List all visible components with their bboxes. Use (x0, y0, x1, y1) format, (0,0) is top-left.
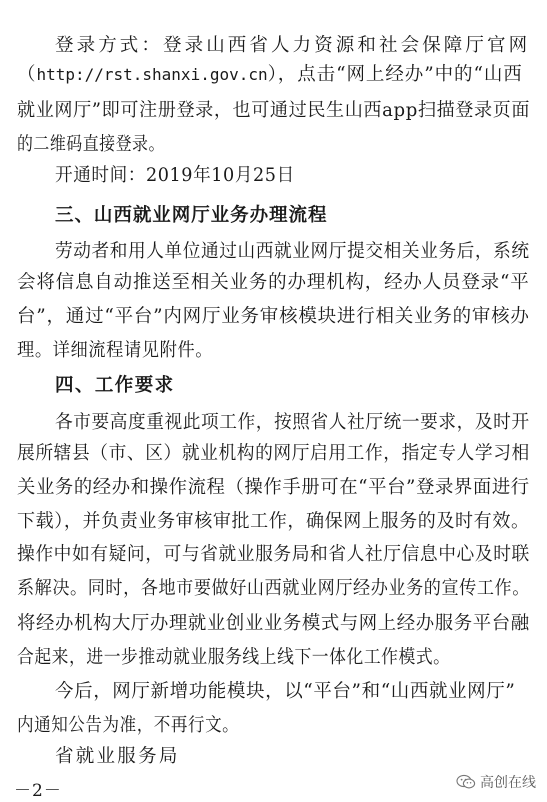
text-segment: 劳动者和用人单位通过山西就业网厅提交相关业务后，系统 (55, 241, 530, 262)
text-segment: 操作中如有疑问，可与省就业服务局和省人社厅信息中心及时联 (17, 544, 530, 565)
text-line (17, 339, 213, 363)
text-line (55, 34, 530, 58)
text-segment: 的二维码直接登录。 (17, 134, 165, 155)
watermark (456, 772, 536, 792)
text-line (17, 714, 239, 738)
text-segment: 系解决。同时，各地市要做好山西就业网厅经办业务的宣传工作。 (17, 578, 530, 599)
text-segment: 登录方式：登录山西省人力资源和社会保障厅官网 (55, 35, 531, 56)
text-line (17, 63, 523, 87)
text-line (17, 543, 530, 567)
text-segment: 理。详细流程请见附件。 (17, 340, 214, 361)
text-line (55, 164, 295, 188)
section-heading (55, 374, 175, 398)
text-segment: 今后，网厅新增功能模块，以“平台”和“山西就业网厅” (55, 681, 516, 702)
section-heading (55, 204, 327, 228)
text-segment: 会将信息自动推送至相关业务的办理机构，经办人员登录“平 (17, 272, 530, 293)
text-line (17, 577, 530, 601)
text-segment: 合起来，进一步推动就业服务线上线下一体化工作模式。 (17, 647, 451, 668)
url-text: http://rst.shanxi.gov.cn (36, 65, 268, 84)
text-segment: 三、山西就业网厅业务办理流程 (55, 205, 328, 226)
text-segment: 就业网厅”即可注册登录，也可通过民生山西app扫描登录页面 (17, 100, 531, 121)
text-line (55, 745, 180, 769)
text-line (17, 476, 530, 500)
text-segment: 下载），并负责业务审核审批工作，确保网上服务的及时有效。 (17, 511, 530, 532)
text-line (17, 612, 530, 636)
text-line (17, 305, 530, 329)
text-line (55, 240, 530, 264)
text-line (17, 646, 451, 670)
text-segment: 省就业服务局 (55, 746, 180, 767)
text-line (17, 133, 165, 157)
text-segment: 四、工作要求 (55, 375, 175, 396)
watermark-text: 高创在线 (480, 775, 536, 791)
text-line (17, 271, 530, 295)
text-segment: 内通知公告为准，不再行文。 (17, 715, 240, 736)
text-segment: 展所辖县（市、区）就业机构的网厅启用工作，指定专人学习相 (17, 443, 530, 464)
text-line (17, 510, 530, 534)
text-segment: 台”，通过“平台”内网厅业务审核模块进行相关业务的审核办 (17, 306, 530, 327)
text-segment: 开通时间：2019年10月25日 (55, 165, 295, 186)
text-segment: 关业务的经办和操作流程（操作手册可在“平台”登录界面进行 (17, 477, 530, 498)
wechat-icon (456, 774, 476, 790)
text-line (55, 680, 515, 704)
page-number: －2－ (14, 781, 62, 801)
text-line (55, 411, 530, 435)
text-segment: （ (17, 64, 37, 85)
text-line (17, 99, 530, 123)
text-line (17, 442, 530, 466)
text-segment: 各市要高度重视此项工作，按照省人社厅统一要求，及时开 (55, 412, 530, 433)
text-segment: ），点击“网上经办”中的“山西 (267, 64, 523, 85)
text-segment: 将经办机构大厅办理就业创业业务模式与网上经办服务平台融 (17, 613, 530, 634)
